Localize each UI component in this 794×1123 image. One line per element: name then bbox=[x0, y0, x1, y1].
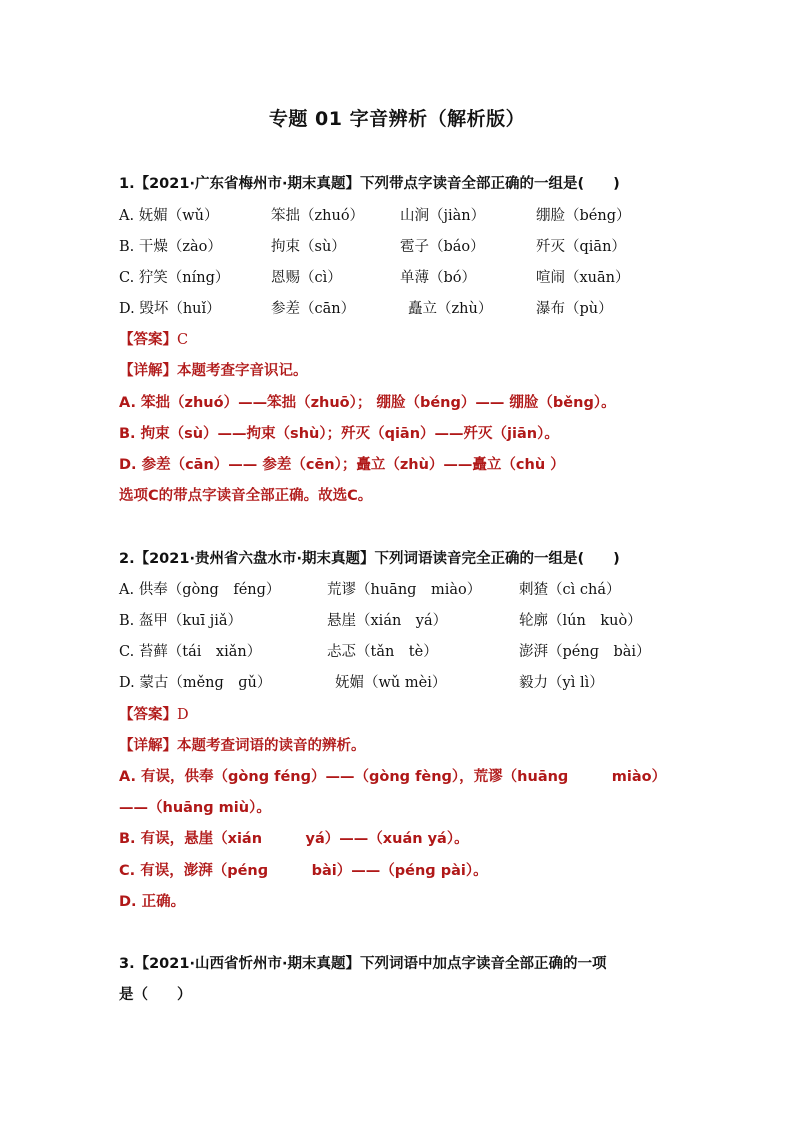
answer-value: D bbox=[177, 707, 189, 723]
detail-label: 【详解】 bbox=[119, 363, 177, 379]
q1-option-a-item: 绷脸（béng） bbox=[536, 208, 631, 224]
q1-option-b: B. 干燥（zào） bbox=[119, 239, 222, 255]
q2-option-b: B. 盔甲（kuī jiǎ） bbox=[119, 613, 243, 629]
q2-option-d: D. 蒙古（měnɡ ɡǔ） bbox=[119, 675, 272, 691]
q1-conclusion: 选项C的带点字读音全部正确。故选C。 bbox=[119, 488, 373, 504]
q1-detail bbox=[119, 361, 308, 381]
q2-answer bbox=[119, 705, 189, 725]
detail-label: 【详解】 bbox=[119, 738, 177, 754]
q1-explanation-b: B. 拘束（sù）——拘束（shù）；歼灭（qiān）——歼灭（jiān）。 bbox=[119, 426, 559, 442]
q2-option-d-item: 毅力（yì lì） bbox=[519, 675, 604, 691]
answer-value: C bbox=[177, 332, 189, 348]
q1-option-c: C. 狞笑（níng） bbox=[119, 270, 230, 286]
q2-stem: 2.【2021·贵州省六盘水市·期末真题】下列词语读音完全正确的一组是( ) bbox=[119, 551, 620, 567]
q2-explanation-b: B. 有误，悬崖（xián yá）——（xuán yá）。 bbox=[119, 831, 469, 847]
answer-label: 【答案】 bbox=[119, 332, 177, 348]
q2-option-a: A. 供奉（gòng fénɡ） bbox=[119, 582, 281, 598]
q1-option-d-item: 瀑布（pù） bbox=[536, 301, 613, 317]
q2-explanation-d: D. 正确。 bbox=[119, 894, 186, 910]
q2-option-b-item: 悬崖（xián yá） bbox=[327, 613, 448, 629]
q1-explanation-d: D. 参差（cān）—— 参差（cēn）；矗立（zhù）——矗立（chù ） bbox=[119, 457, 565, 473]
q2-option-c-item: 忐忑（tǎn tè） bbox=[327, 644, 438, 660]
detail-text: 本题考查词语的读音的辨析。 bbox=[177, 738, 366, 754]
q2-explanation-a: A. 有误，供奉（gòng fénɡ）——（gòng fènɡ），荒谬（huānɡ miào） bbox=[119, 769, 667, 785]
q1-option-c-item: 恩赐（cì） bbox=[271, 270, 342, 286]
q1-option-d: D. 毁坏（huǐ） bbox=[119, 301, 221, 317]
q1-option-a-item: 笨拙（zhuó） bbox=[271, 208, 365, 224]
q1-option-d-item: 矗立（zhù） bbox=[408, 301, 493, 317]
q2-option-a-item: 刺猹（cì chá） bbox=[519, 582, 621, 598]
q1-option-a: A. 妩媚（wǔ） bbox=[119, 208, 219, 224]
answer-label: 【答案】 bbox=[119, 707, 177, 723]
q2-option-d-item: 妩媚（wǔ mèi） bbox=[335, 675, 447, 691]
q1-stem: 1.【2021·广东省梅州市·期末真题】下列带点字读音全部正确的一组是( ) bbox=[119, 176, 620, 192]
q1-option-c-item: 单薄（bó） bbox=[400, 270, 477, 286]
q1-option-c-item: 喧闹（xuān） bbox=[536, 270, 630, 286]
q1-explanation-a: A. 笨拙（zhuó）——笨拙（zhuō）； 绷脸（béng）—— 绷脸（běng）。 bbox=[119, 395, 616, 411]
q1-option-a-item: 山涧（jiàn） bbox=[400, 208, 486, 224]
detail-text: 本题考查字音识记。 bbox=[177, 363, 308, 379]
q3-stem-line1: 3.【2021·山西省忻州市·期末真题】下列词语中加点字读音全部正确的一项 bbox=[119, 956, 607, 972]
q1-option-b-item: 拘束（sù） bbox=[271, 239, 346, 255]
q1-option-b-item: 歼灭（qiān） bbox=[536, 239, 626, 255]
q1-option-d-item: 参差（cān） bbox=[271, 301, 356, 317]
q2-option-c-item: 澎湃（pénɡ bài） bbox=[519, 644, 651, 660]
q2-option-c: C. 苔藓（tái xiǎn） bbox=[119, 644, 262, 660]
q2-option-a-item: 荒谬（huānɡ miào） bbox=[327, 582, 482, 598]
q2-detail bbox=[119, 736, 366, 756]
q3-stem-line2: 是（ ） bbox=[119, 987, 192, 1003]
q2-option-b-item: 轮廓（lún kuò） bbox=[519, 613, 642, 629]
page-title: 专题 01 字音辨析（解析版） bbox=[268, 108, 526, 130]
q2-explanation-c: C. 有误，澎湃（pénɡ bài）——（pénɡ pài）。 bbox=[119, 863, 488, 879]
q1-answer bbox=[119, 330, 188, 350]
q2-explanation-a-cont: ——（huānɡ miù）。 bbox=[119, 800, 271, 816]
q1-option-b-item: 雹子（báo） bbox=[400, 239, 485, 255]
